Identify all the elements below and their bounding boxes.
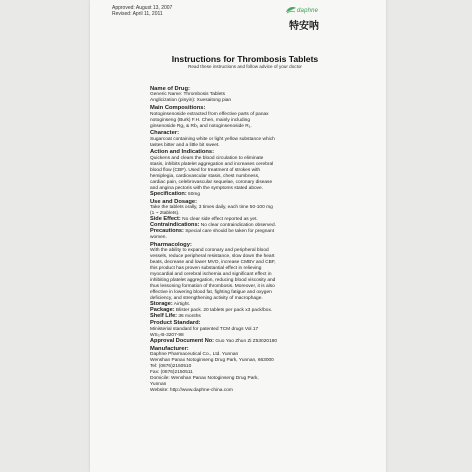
specification-label: Specification:: [150, 190, 187, 197]
standard-line: Ministerial standard for patented TCM drugs Vol.17: [150, 327, 259, 333]
action-line: hemiplegia, cardiovascular stasis, chest numbness,: [150, 174, 260, 180]
package-value: Blister pack. 20 tablets per pack x3 pack/box.: [175, 307, 273, 313]
approval-value: Guo Yao Zhun Zi Z53020180: [215, 339, 278, 345]
generic-name: Generic Name: Thrombosis Tablets: [150, 92, 226, 98]
package-label: Package:: [150, 306, 175, 313]
character-line: Sugarcoat containing white or light yellow substance which: [150, 136, 275, 142]
brand-name-chinese: 特安呐: [289, 21, 319, 32]
character-line: tastes bitter and a little bit sweet.: [150, 142, 220, 148]
pharmacology-line: myocardial and cerebral ischemia and significant effect in: [150, 272, 272, 278]
action-line: stasis, inhibits platelet aggregation and increases cerebral: [150, 162, 274, 168]
action-line: blood flow (CBF). Used for treatment of strokes with: [150, 168, 261, 174]
instructions-body: [150, 85, 340, 394]
section-heading-action-indications: Action and Indications:: [150, 149, 215, 156]
manufacturer-line: Wenshan Panax Notoginseng Drug Park, Yunnan, 663000: [150, 358, 274, 364]
section-heading-name-of-drug: Name of Drug:: [150, 85, 190, 92]
manufacturer-line: Fax: (0876)2150511: [150, 370, 193, 376]
pharmacology-line: With the ability to expand coronary and peripheral blood: [150, 248, 269, 254]
document-title: Instructions for Thrombosis Tablets: [171, 54, 319, 64]
storage-label: Storage:: [150, 300, 173, 307]
revised-date: Revised: April 11, 2011: [112, 11, 163, 18]
storage-value: Airtight.: [173, 301, 191, 307]
compositions-line: ginsenoside Rg₁ & Rb₁ and notoginsenoside R₁.: [150, 123, 252, 129]
action-line: and angina pectoris with the symptoms stated above.: [150, 186, 264, 191]
document-subtitle: Read these instructions and follow advice of your doctor: [188, 64, 302, 69]
precautions-label: Precautions:: [150, 228, 184, 235]
approval-label: Approval Document No:: [150, 338, 215, 345]
brand-logo: [283, 4, 343, 34]
section-heading-character: Character:: [150, 130, 179, 137]
revision-dates: [112, 5, 172, 17]
shelf-life-row: [150, 314, 340, 320]
section-heading-use-dosage: Use and Dosage:: [150, 198, 198, 205]
manufacturer-line: Domicile: Wenshan Panax Notoginseng Drug Park,: [150, 376, 259, 382]
dosage-line: (1 ~ 2tablets).: [150, 211, 180, 217]
approval-row: [150, 339, 340, 345]
pharmacology-line: this product has proven substantial effect in relieving: [150, 266, 262, 272]
pharmacology-line: inhibiting platelet aggregation, reducing blood viscosity and: [150, 278, 276, 284]
compositions-line: Notoginsenoside extracted from effective parts of panax: [150, 111, 269, 117]
section-heading-pharmacology: Pharmacology:: [150, 241, 192, 248]
precautions-continued: women.: [150, 235, 167, 241]
side-effect-label: Side Effect:: [150, 216, 181, 223]
side-effect-value: No clear side effect reported as yet.: [182, 217, 258, 223]
standard-line: WS₃-B-3207-98: [150, 333, 184, 339]
section-heading-main-compositions: Main Compositions:: [150, 104, 206, 111]
contraindications-value: No clear contraindication observed.: [200, 223, 276, 229]
manufacturer-line: Tel: (0876)2150510: [150, 364, 192, 370]
leaf-logo-icon: [285, 6, 297, 14]
specification-value: 50mg: [188, 191, 201, 197]
shelf-life-label: Shelf Life:: [150, 312, 178, 319]
specification-row: [150, 192, 340, 198]
approved-date: Approved: August 13, 2007: [112, 5, 173, 11]
shelf-life-value: 36 months: [178, 313, 201, 319]
anglicization: Anglicization (pinyin): Xuesaitong pian: [150, 98, 232, 104]
precautions-value: Special care should be taken for pregnant: [185, 229, 275, 235]
brand-name-latin: daphne: [297, 8, 319, 14]
pharmacology-line: vessels, reduce peripheral resistance, slow down the heart: [150, 254, 275, 260]
manufacturer-line: Daphne Pharmaceutical Co., Ltd. Yunnan: [150, 352, 239, 358]
manufacturer-website: Website: http://www.daphne-china.com: [150, 388, 233, 394]
pharmacology-line: deficiency, and strengthening activity of macrophage.: [150, 296, 263, 302]
section-heading-product-standard: Product Standard:: [150, 320, 201, 327]
compositions-line: notoginseng (Burk) F.H. Chen, mainly including: [150, 117, 250, 123]
section-heading-manufacturer: Manufacturer:: [150, 345, 189, 352]
contraindications-label: Contraindications:: [150, 222, 200, 229]
manufacturer-line: Yunnan: [150, 382, 167, 388]
pharmacology-line: beats, decrease and lower MVO, increase CMBV and CBF,: [150, 260, 276, 266]
action-line: cardiac pain, celebrovascular sequelae, coronary disease: [150, 180, 273, 186]
pharmacology-line: thus lessoning formation of thrombosis. Moreover, it is also: [150, 284, 275, 290]
action-line: Quickens and clears the blood circulation to eliminate: [150, 156, 264, 162]
dosage-line: Take the tablets orally, 3 times daily, each time 50-100 mg: [150, 205, 273, 211]
pharmacology-line: effective in lowering blood fat, fighting fatigue and oxygen: [150, 290, 272, 296]
